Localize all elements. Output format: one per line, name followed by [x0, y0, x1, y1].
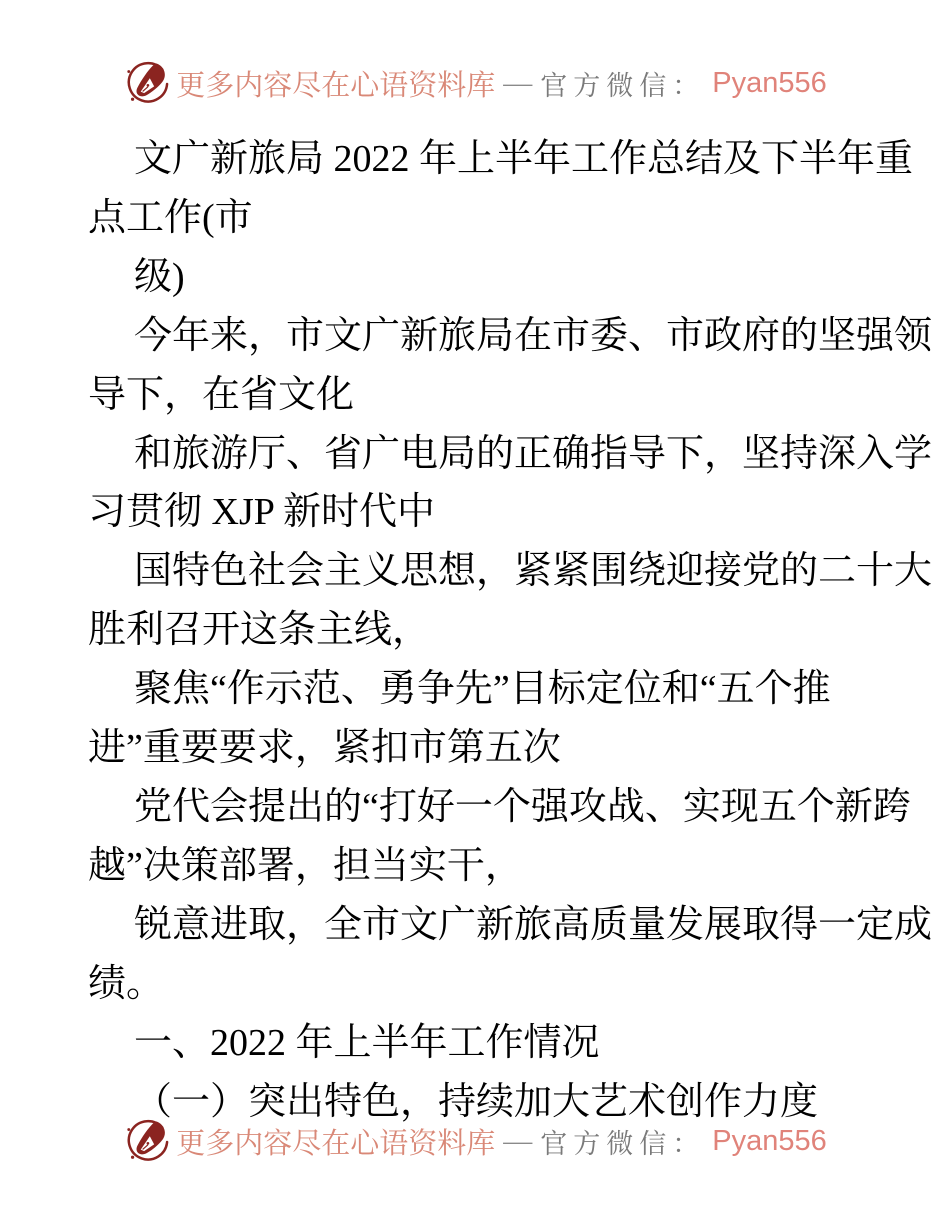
text-line: 习贯彻 XJP 新时代中: [88, 491, 435, 534]
text-line: 绩。: [88, 962, 165, 1005]
watermark-header: [0, 60, 950, 106]
text-line: 文广新旅局 2022 年上半年工作总结及下半年重: [134, 138, 914, 180]
text-line: 党代会提出的“打好一个强攻战、实现五个新跨: [134, 785, 911, 828]
text-line: 越”决策部署，担当实干，: [88, 844, 523, 887]
watermark-wechat-label: 官方微信：: [540, 70, 706, 101]
text-line: 胜利召开这条主线，: [88, 609, 431, 652]
text-line: 国特色社会主义思想，紧紧围绕迎接党的二十大: [134, 550, 933, 593]
text-line: 级): [134, 255, 185, 298]
text-line: 和旅游厅、省广电局的正确指导下，坚持深入学: [134, 432, 933, 475]
watermark-wechat-id: Pyan556: [712, 66, 827, 99]
watermark-brand-text: 更多内容尽在心语资料库: [176, 69, 496, 102]
text-line: 进”重要要求，紧扣市第五次: [88, 727, 561, 770]
pen-nib-swirl-icon: [123, 60, 169, 106]
watermark-brand-text: 更多内容尽在心语资料库: [176, 1127, 496, 1160]
text-line: 一、2022 年上半年工作情况: [134, 1021, 600, 1064]
watermark-separator: —: [503, 66, 533, 99]
text-line: 聚焦“作示范、勇争先”目标定位和“五个推: [134, 668, 831, 711]
text-line: 锐意进取，全市文广新旅高质量发展取得一定成: [134, 903, 933, 946]
watermark-footer: [0, 1118, 950, 1164]
pen-nib-swirl-icon: [123, 1118, 169, 1164]
text-line: 导下，在省文化: [88, 373, 355, 416]
text-line: （一）突出特色，持续加大艺术创作力度: [134, 1080, 819, 1123]
watermark-wechat-label: 官方微信：: [540, 1128, 706, 1159]
watermark-wechat-id: Pyan556: [712, 1124, 827, 1157]
text-line: 点工作(市: [88, 196, 253, 239]
text-line: 今年来，市文广新旅局在市委、市政府的坚强领: [134, 314, 933, 357]
document-body: [88, 130, 933, 1131]
watermark-separator: —: [503, 1124, 533, 1157]
